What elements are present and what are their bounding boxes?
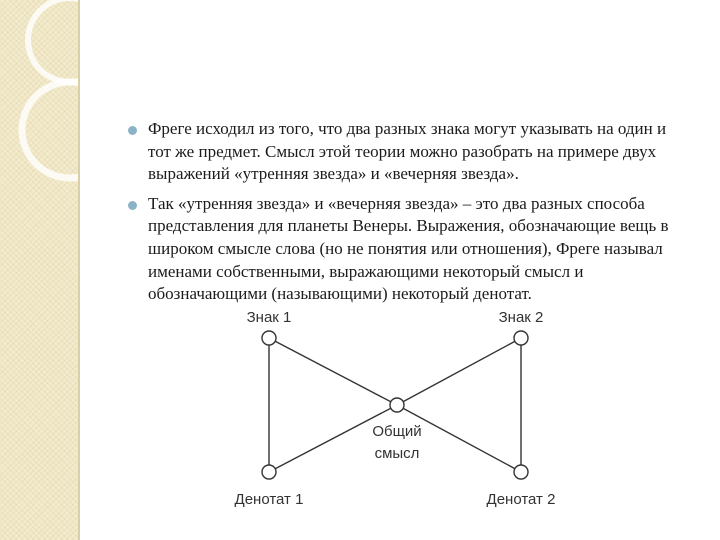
strip-divider (78, 0, 80, 540)
node-sign2 (514, 331, 528, 345)
node-denotat2 (514, 465, 528, 479)
bullet-item-2 (128, 193, 688, 306)
bullet-dot-icon (128, 201, 137, 210)
edge-sign1-sense (269, 338, 397, 405)
frege-diagram (230, 300, 560, 520)
label-sign1: Знак 1 (246, 309, 292, 326)
label-common-sense-1: Общий (372, 423, 422, 440)
node-sign1 (262, 331, 276, 345)
bullet-text: Так «утренняя звезда» и «вечерняя звезда» – это два разных способа представления для планеты Венеры. Выражения, обозначающие вещь в широком смысле слова (но не понятия или отношения), Фреге называл именами собственными, выражающими некоторый смысл и обозначающими (называющими) некоторый денотат. (148, 193, 669, 304)
bullet-text: Фреге исходил из того, что два разных знака могут указывать на один и тот же предмет. Смысл этой теории можно разобрать на примере двух выражений «утренняя звезда» и «вечерняя звезда». (148, 119, 667, 184)
label-sign2: Знак 2 (498, 309, 544, 326)
decorative-circles (0, 0, 78, 540)
label-common-sense-2: смысл (374, 445, 420, 462)
edge-sign2-sense (397, 338, 521, 405)
node-common-sense (390, 398, 404, 412)
bullet-dot-icon (128, 126, 137, 135)
bullet-item-1 (128, 118, 688, 186)
slide-content (128, 118, 688, 313)
decorative-side-strip (0, 0, 78, 540)
node-denotat1 (262, 465, 276, 479)
label-denotat1: Денотат 1 (234, 491, 304, 508)
label-denotat2: Денотат 2 (486, 491, 556, 508)
